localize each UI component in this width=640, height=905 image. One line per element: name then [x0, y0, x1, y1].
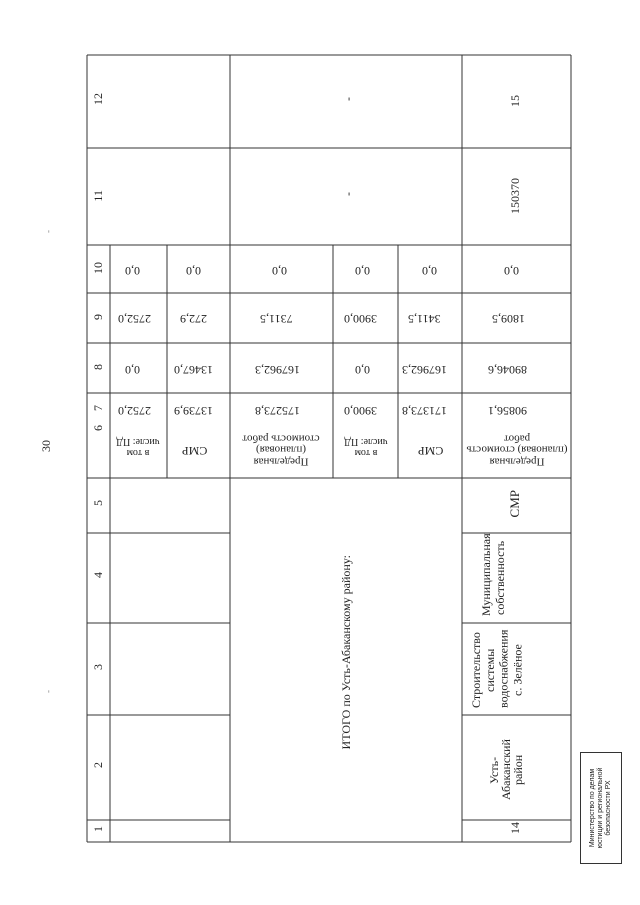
item-c12: 15	[508, 95, 522, 107]
total-r2-label: в том числе: ПД	[344, 436, 388, 458]
margin-mark: -	[43, 690, 53, 693]
total-r3-label: СМР	[418, 444, 444, 458]
total-r1-c9: 7311,5	[260, 312, 293, 326]
cell-a2-c7: 13739,9	[174, 404, 213, 418]
item-number: 14	[508, 822, 522, 834]
item-type: СМР	[507, 490, 522, 518]
item-c11: 150370	[508, 178, 522, 214]
total-r1-c7: 175273,8	[255, 404, 300, 418]
total-col11: -	[341, 192, 355, 196]
margin-mark: -	[43, 230, 53, 233]
total-label: ИТОГО по Усть-Абаканскому району:	[339, 555, 353, 750]
col-header-9: 9	[91, 314, 105, 320]
stamp-line-2: юстиции и региональной	[596, 767, 604, 849]
cell-a2-c8: 13467,0	[174, 363, 213, 377]
col-header-12: 12	[91, 93, 105, 105]
total-r3-c7: 171373,8	[402, 404, 447, 418]
cell-a1-c9: 2752,0	[118, 312, 151, 326]
total-r1-label: Предельная (плановая) стоимость работ	[242, 432, 320, 468]
total-r2-c8: 0,0	[355, 363, 370, 377]
col-header-4: 4	[91, 572, 105, 578]
stamp-line-3: безопасности РХ	[605, 780, 613, 836]
col-header-5: 5	[91, 500, 105, 506]
total-r1-c10: 0,0	[272, 264, 287, 278]
col-header-11: 11	[91, 190, 105, 202]
item-district: Усть-Абаканский район	[487, 739, 525, 801]
col-header-10: 10	[91, 262, 105, 274]
cell-a2-c10: 0,0	[186, 264, 201, 278]
total-r1-c8: 167962,3	[255, 363, 300, 377]
item-object: Строительство системы водоснабжения с. Зелёное	[469, 629, 525, 708]
stamp-line-1: Министерство по делам	[588, 768, 596, 848]
col-header-2: 2	[91, 762, 105, 768]
ministry-stamp	[580, 752, 622, 864]
label-a2-smr: СМР	[182, 444, 208, 458]
item-c10: 0,0	[504, 264, 519, 278]
total-col12: -	[341, 97, 355, 101]
total-r3-c9: 3411,5	[408, 312, 441, 326]
item-c7: 90856,1	[488, 404, 527, 418]
total-r2-c10: 0,0	[355, 264, 370, 278]
cell-a2-c9: 272,9	[180, 312, 207, 326]
cell-a1-c8: 0,0	[125, 363, 140, 377]
cell-a1-c7: 2752,0	[118, 404, 151, 418]
col-header-6: 6	[91, 425, 105, 431]
col-header-7: 7	[91, 405, 105, 411]
item-c8: 89046,6	[488, 363, 527, 377]
col-header-1: 1	[91, 826, 105, 832]
total-r2-c9: 3900,0	[344, 312, 377, 326]
label-a1-pd: в том числе: ПД	[116, 436, 160, 458]
total-r2-c7: 3900,0	[344, 404, 377, 418]
cell-a1-c10: 0,0	[125, 264, 140, 278]
col-header-8: 8	[91, 364, 105, 370]
col-header-3: 3	[91, 664, 105, 670]
item-c9: 1809,5	[492, 312, 525, 326]
total-r3-c8: 167962,3	[402, 363, 447, 377]
item-cost-label: Предельная (плановая) стоимость работ	[466, 432, 568, 468]
total-r3-c10: 0,0	[422, 264, 437, 278]
item-ownership: Муниципальная собственность	[479, 533, 507, 616]
page-number: 30	[39, 440, 53, 452]
